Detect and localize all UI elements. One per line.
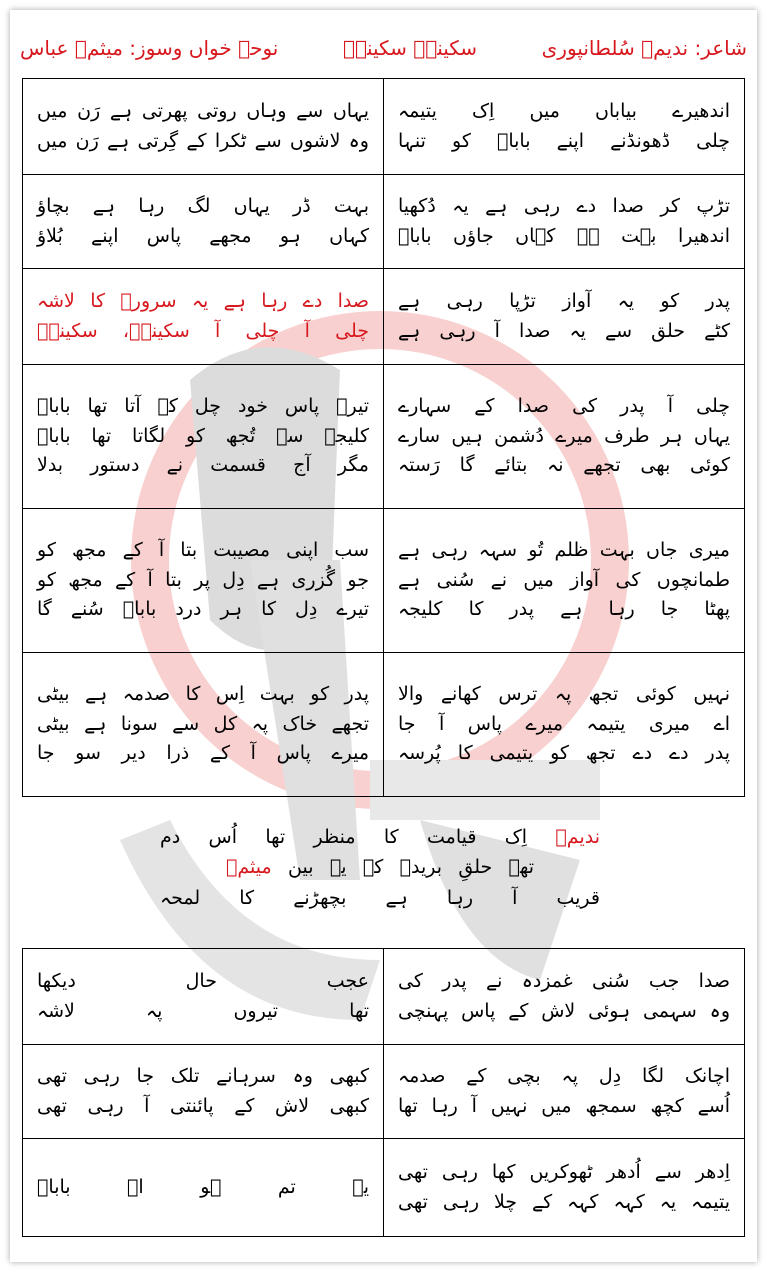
header [20, 30, 747, 66]
verse-line: اندھیرا بہت ہے کہاں جاؤں باباؑ [398, 224, 730, 247]
stanza-left-cell [23, 79, 384, 175]
verse-line: طمانچوں کی آواز میں نے سُنی ہے [398, 568, 730, 591]
verse-line: تیرے دِل کا ہر درد باباؑ سُنے گا [37, 598, 369, 621]
verse-line: میرے پاس آ کے ذرا دیر سو جا [37, 742, 369, 765]
verse-line: یہاں ہر طرف میرے دُشمن ہیں سارے [398, 424, 730, 447]
stanza-left-cell [23, 269, 384, 365]
verse-line: اے میری یتیمہ میرے پاس آ جا [398, 712, 730, 735]
verse-line: عجب حال دیکھا [37, 970, 369, 993]
verse-line: مگر آج قسمت نے دستور بدلا [37, 454, 369, 477]
verse-line: میری جاں بہت ظلم تُو سہہ رہی ہے [398, 539, 730, 562]
verse-line: بہت ڈر یہاں لگ رہا ہے بچاؤ [37, 195, 369, 218]
middle-verse [160, 822, 600, 913]
reciter-credit: نوحہ خواں وسوز: میثمؔ عباس [20, 36, 279, 60]
verse-line: سب اپنی مصیبت بتا آ کے مجھ کو [37, 539, 369, 562]
stanza-left-cell [23, 653, 384, 797]
verse-line: پدر کو بہت اِس کا صدمہ ہے بیٹی [37, 683, 369, 706]
verse-line: وہ لاشوں سے ٹکرا کے گِرتی ہے رَن میں [37, 129, 369, 152]
middle-line-3: قریب آ رہا ہے بچھڑنے کا لمحہ [160, 886, 600, 909]
stanza-row [23, 269, 745, 365]
verse-line: صدا جب سُنی غمزدہ نے پدر کی [398, 970, 730, 993]
verse-line: پدر کو یہ آواز تڑپا رہی ہے [398, 290, 730, 313]
verse-line: اُسے کچھ سمجھ میں نہیں آ رہا تھا [398, 1094, 730, 1117]
verse-line: صدا دے رہا ہے یہ سرورؑ کا لاشہ [37, 290, 369, 313]
verse-line: یہاں سے وہاں روتی پھرتی ہے رَن میں [37, 100, 369, 123]
stanza-right-cell [384, 365, 745, 509]
verse-line: تجھے خاک پہ کل سے سونا ہے بیٹی [37, 712, 369, 735]
middle-line-1: ندیمؔ اِک قیامت کا منظر تھا اُس دم [160, 826, 601, 848]
stanza-right-cell [384, 79, 745, 175]
stanza-left-cell [23, 365, 384, 509]
verse-line: کٹے حلق سے یہ صدا آ رہی ہے [398, 319, 730, 342]
poet-credit: شاعر: ندیمؔ سُلطانپوری [541, 36, 747, 60]
stanza-right-cell [384, 653, 745, 797]
stanza-left-cell [23, 1139, 384, 1237]
verse-line: تڑپ کر صدا دے رہی ہے یہ دُکھیا [398, 195, 730, 218]
reciter-takhallus: میثمؔ [226, 856, 272, 879]
verse-line: تیرے پاس خود چل کے آتا تھا باباؑ [37, 395, 369, 418]
stanza-right-cell [384, 509, 745, 653]
stanza-left-cell [23, 949, 384, 1045]
stanza-row [23, 1139, 745, 1237]
verse-line: اِدھر سے اُدھر ٹھوکریں کھا رہی تھی [398, 1161, 730, 1184]
stanza-right-cell [384, 269, 745, 365]
stanza-row [23, 1045, 745, 1139]
verse-line: کوئی بھی تجھے نہ بتائے گا رَستہ [398, 454, 730, 477]
stanza-row [23, 365, 745, 509]
stanza-right-cell [384, 175, 745, 269]
stanza-right-cell [384, 1045, 745, 1139]
nauha-title: سکینہؑ سکینہؑ [342, 36, 478, 60]
verse-line: یتیمہ یہ کہہ کہہ کے چلا رہی تھی [398, 1190, 730, 1213]
stanza-row [23, 509, 745, 653]
verse-line: جو گُزری ہے دِل پر بتا آ کے مجھ کو [37, 568, 369, 591]
stanza-row [23, 79, 745, 175]
stanza-row [23, 949, 745, 1045]
middle-line-2: تھے حلقِ بریدہ کے یہ بین میثمؔ [226, 856, 534, 879]
verse-line: نہیں کوئی تجھ پہ ترس کھانے والا [398, 683, 730, 706]
stanza-left-cell [23, 175, 384, 269]
verse-line: پھٹا جا رہا ہے پدر کا کلیجہ [398, 598, 730, 621]
stanza-right-cell [384, 1139, 745, 1237]
verse-line: چلی آ چلی آ سکینہؑ، سکینہؑ [37, 319, 369, 342]
stanza-row [23, 175, 745, 269]
verse-line: یہ تم ہو اے باباؑ [37, 1175, 369, 1198]
verse-line: چلی ڈھونڈنے اپنے باباؑ کو تنہا [398, 129, 730, 152]
stanza-left-cell [23, 509, 384, 653]
lyrics-table-final [22, 948, 745, 1237]
verse-line: کبھی لاش کے پائنتی آ رہی تھی [37, 1094, 369, 1117]
verse-line: چلی آ پدر کی صدا کے سہارے [398, 395, 730, 418]
stanza-right-cell [384, 949, 745, 1045]
verse-line: تھا تیروں پہ لاشہ [37, 999, 369, 1022]
verse-line: کبھی وہ سرہانے تلک جا رہی تھی [37, 1065, 369, 1088]
lyrics-table-main [22, 78, 745, 797]
stanza-left-cell [23, 1045, 384, 1139]
verse-line: اچانک لگا دِل پہ بچی کے صدمہ [398, 1065, 730, 1088]
verse-line: وہ سہمی ہوئی لاش کے پاس پہنچی [398, 999, 730, 1022]
verse-line: پدر دے دے تجھ کو یتیمی کا پُرسہ [398, 742, 730, 765]
verse-line: اندھیرے بیاباں میں اِک یتیمہ [398, 100, 730, 123]
verse-line: کلیجے سے تُجھ کو لگاتا تھا باباؑ [37, 424, 369, 447]
verse-line: کہاں ہو مجھے پاس اپنے بُلاؤ [37, 224, 369, 247]
stanza-row [23, 653, 745, 797]
poet-takhallus: ندیمؔ [555, 826, 601, 848]
